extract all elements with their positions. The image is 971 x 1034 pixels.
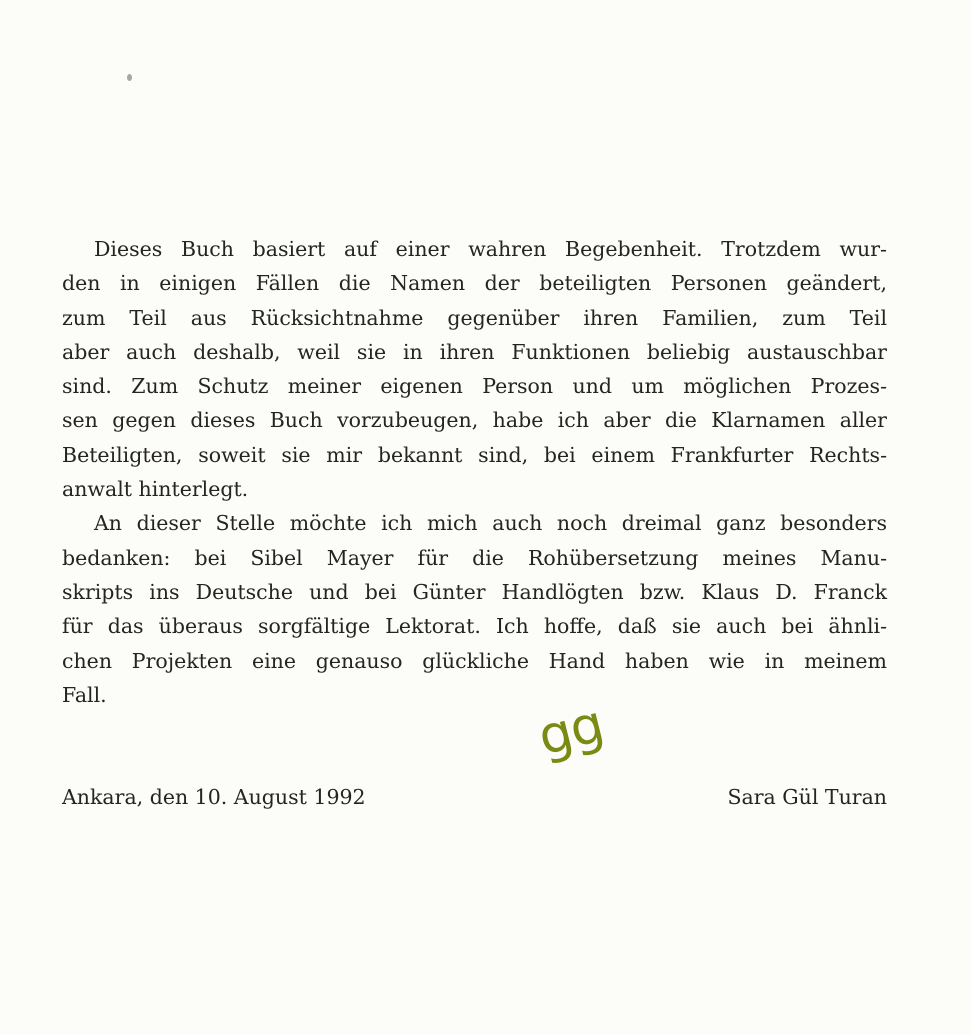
paragraph-1-line-5: sind. Zum Schutz meiner eigenen Person und um möglichen Prozes- — [62, 374, 887, 399]
watermark: gg — [532, 694, 610, 768]
paragraph-2-line-6: Fall. — [62, 682, 107, 707]
preface-text — [62, 232, 887, 712]
paragraph-1-line-2: den in einigen Fällen die Namen der beteiligten Personen geändert, — [62, 271, 887, 296]
paragraph-1-line-6: sen gegen dieses Buch vorzubeugen, habe ich aber die Klarnamen aller — [62, 408, 887, 433]
author-name: Sara Gül Turan — [727, 785, 887, 809]
paragraph-1-line-8: anwalt hinterlegt. — [62, 477, 249, 502]
paragraph-2-line-3: skripts ins Deutsche und bei Günter Handlögten bzw. Klaus D. Franck — [62, 579, 887, 604]
paragraph-2-line-4: für das überaus sorgfältige Lektorat. Ich hoffe, daß sie auch bei ähnli- — [62, 614, 887, 639]
paragraph-2-line-1: An dieser Stelle möchte ich mich auch noch dreimal ganz besonders — [94, 511, 887, 536]
paragraph-2-line-2: bedanken: bei Sibel Mayer für die Rohübersetzung meines Manu- — [62, 545, 887, 570]
paragraph-2-line-5: chen Projekten eine genauso glückliche Hand haben wie in meinem — [62, 648, 887, 673]
paragraph-1-line-7: Beteiligten, soweit sie mir bekannt sind, bei einem Frankfurter Rechts- — [62, 442, 887, 467]
paragraph-1-line-4: aber auch deshalb, weil sie in ihren Funktionen beliebig austauschbar — [62, 339, 887, 364]
signature-line — [62, 780, 887, 814]
paragraph-1-line-1: Dieses Buch basiert auf einer wahren Begebenheit. Trotzdem wur- — [94, 237, 887, 261]
paragraph-2 — [62, 506, 887, 712]
place-date: Ankara, den 10. August 1992 — [62, 785, 366, 809]
paragraph-1 — [62, 232, 887, 506]
paragraph-1-line-3: zum Teil aus Rücksichtnahme gegenüber ihren Familien, zum Teil — [62, 305, 887, 330]
paper-speck — [127, 74, 132, 81]
